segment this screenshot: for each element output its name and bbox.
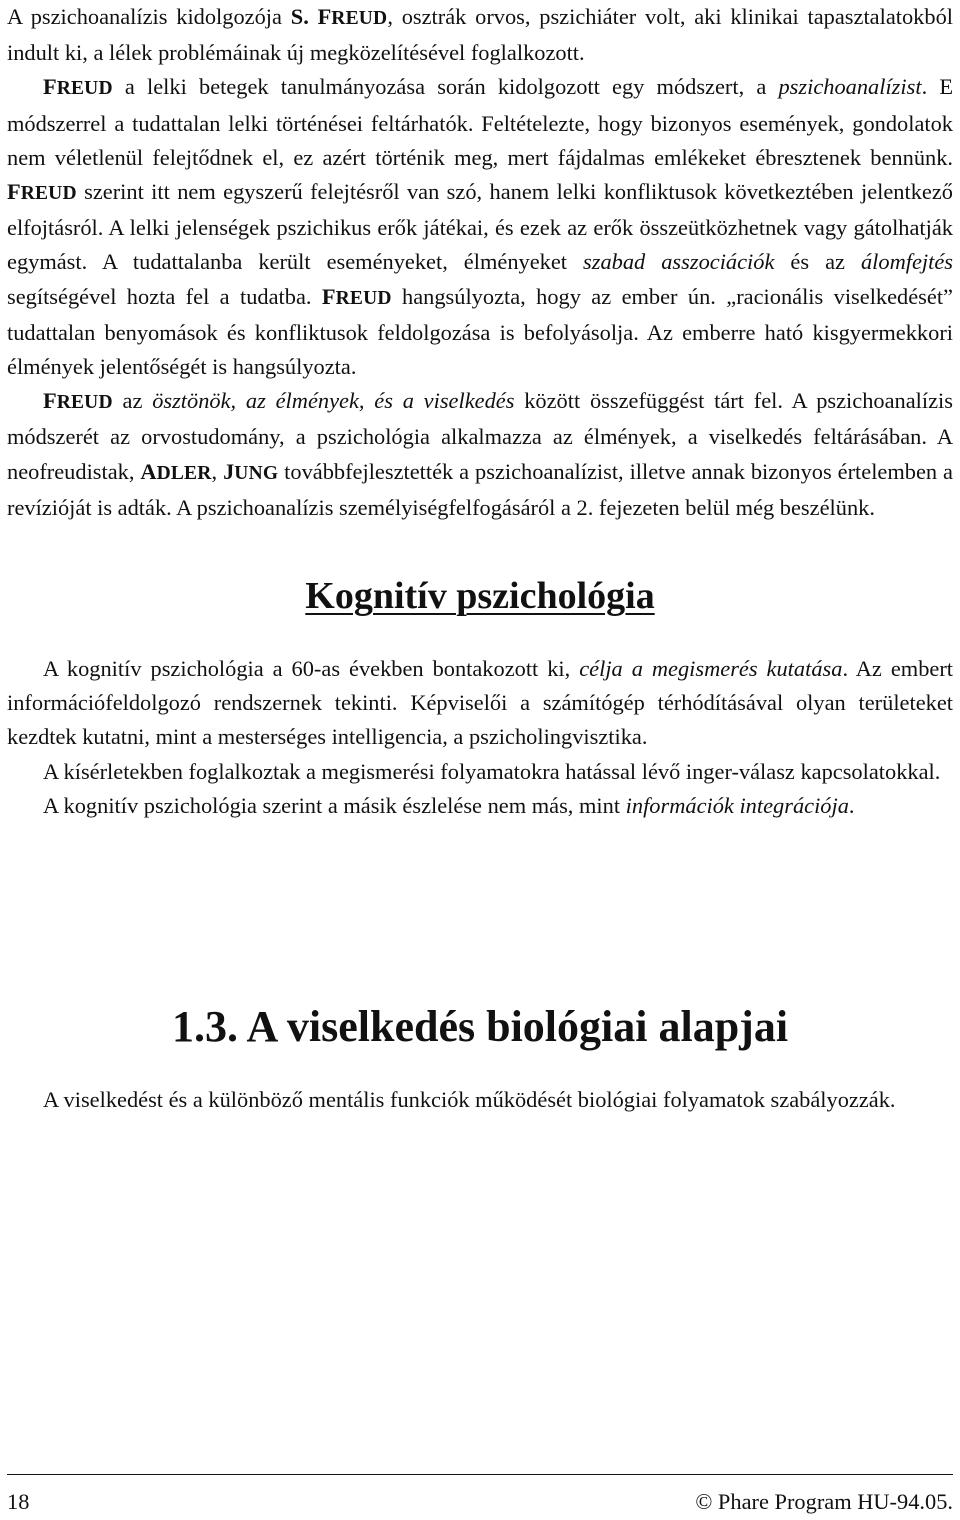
text: szerint itt nem egyszerű felejtésről van szó, hanem lelki konfliktusok következtében jelentkező elfojtásról. A lelki jelenségek pszichikus erők játékai, és ezek az erők összeütközhetnek vagy gátolhatják egymást. A tudattalanba került eseményeket, élményeket: [7, 179, 953, 275]
text: , osztrák orvos, pszichiáter volt, aki klinikai tapasztalatokból indult ki, a lélek problémáinak új megközelítésével foglalkozott.: [7, 4, 953, 66]
document-page: [7, 0, 953, 1117]
text: A pszichoanalízis kidolgozója: [7, 4, 291, 29]
footer-divider: [7, 1474, 953, 1475]
emphasis: álomfejtés: [860, 249, 954, 275]
section-heading-cognitive: Kognitív pszichológia: [305, 575, 655, 618]
emphasis: szabad asszociációk: [583, 249, 775, 275]
author-name-freud: FREUD: [43, 74, 113, 100]
text: segítségével hozta fel a tudatba.: [7, 283, 322, 309]
page-footer: [7, 1487, 953, 1517]
text: továbbfejlesztették a pszichoanalízist, illetve annak bizonyos értelemben a revízióját is adták. A pszichoanalízis személyiségfelfogásáról a 2. fejezeten belül még beszélünk.: [7, 458, 953, 520]
text: . Az embert információfeldolgozó rendszernek tekinti. Képviselői a számítógép térhódításával olyan területeket kezdtek kutatni, mint a mesterséges intelligencia, a pszicholingvisztika.: [7, 656, 954, 750]
copyright-notice: © Phare Program HU-94.05.: [695, 1489, 953, 1514]
author-name-freud: FREUD: [43, 388, 113, 414]
paragraph-freud-instincts: [7, 384, 953, 525]
author-name-adler: ADLER: [140, 458, 212, 484]
emphasis: pszichoanalízist: [778, 74, 922, 100]
text: között összefüggést tárt fel. A pszichoanalízis módszerét az orvostudomány, a pszichológia alkalmazza az élmények, a viselkedés feltárásában. A neofreudistak,: [7, 388, 953, 484]
text: A kognitív pszichológia szerint a másik észlelése nem más, mint: [43, 792, 626, 818]
paragraph-biological-basis: A viselkedést és a különböző mentális funkciók működését biológiai folyamatok szabályozzák.: [43, 1087, 896, 1113]
text: .: [848, 792, 855, 818]
paragraph-experiments: A kísérletekben foglalkoztak a megismerési folyamatokra hatással lévő inger-válasz kapcsolatokkal.: [43, 758, 941, 784]
text: ,: [211, 458, 224, 484]
author-name-jung: JUNG: [223, 458, 279, 484]
chapter-heading: 1.3. A viselkedés biológiai alapjai: [171, 1002, 789, 1052]
paragraph-cognitive-intro: [7, 652, 953, 755]
emphasis: információk integrációja: [625, 792, 849, 818]
text: hangsúlyozta, hogy az ember ún. „racionális viselkedését” tudattalan benyomások és konfliktusok feldolgozása is befolyásolja. Az emberre ható kisgyermekkori élmények jelentőségét is hangsúlyozta.: [7, 283, 953, 380]
author-name-freud: FREUD: [317, 4, 388, 29]
text: a lelki betegek tanulmányozása során kidolgozott egy módszert, a: [112, 74, 779, 100]
text: . E módszerrel a tudattalan lelki történései feltárhatók. Feltételezte, hogy bizonyos események, gondolatok nem véletlenül felejtődnek el, ez azért történik meg, mert fájdalmas emlékeket ébresztenek bennünk.: [7, 74, 954, 170]
text: és az: [774, 249, 861, 275]
author-name-freud: FREUD: [321, 283, 392, 309]
emphasis: ösztönök, az élmények, és a viselkedés: [152, 388, 515, 414]
author-name-freud: FREUD: [7, 179, 77, 205]
paragraph-psychoanalysis-method: [7, 70, 953, 384]
page-number: 18: [7, 1489, 30, 1514]
text: az: [112, 388, 153, 414]
paragraph-freud-intro: [7, 0, 953, 70]
author-initial: S.: [290, 4, 309, 29]
text: A kognitív pszichológia a 60-as években bontakozott ki,: [43, 656, 580, 682]
emphasis: célja a megismerés kutatása: [579, 656, 843, 682]
paragraph-perception: [7, 789, 953, 823]
